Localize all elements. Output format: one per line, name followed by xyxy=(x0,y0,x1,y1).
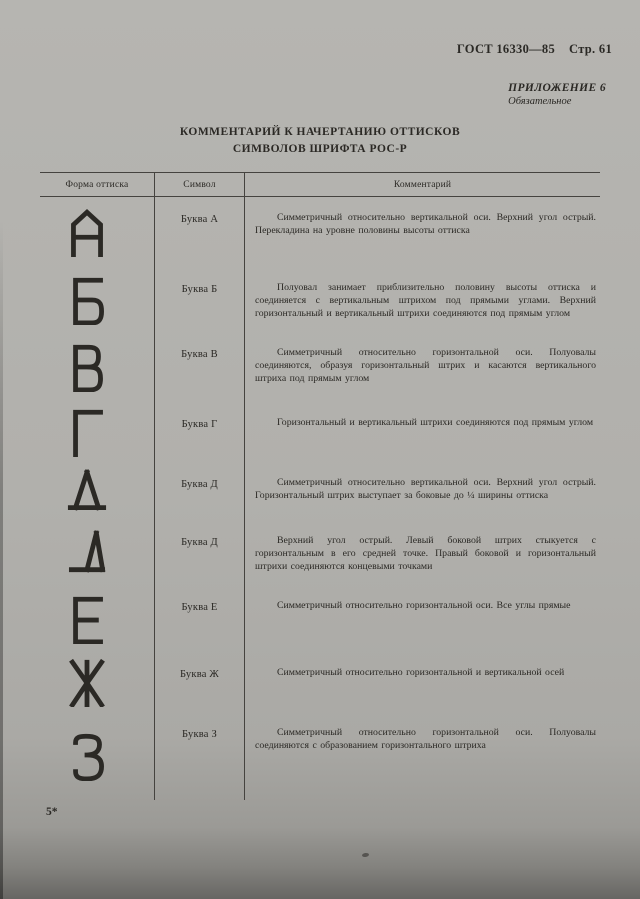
glyph-Д2 xyxy=(66,528,108,578)
glyph-cell xyxy=(40,402,155,462)
column-header-symbol: Символ xyxy=(155,173,245,196)
table-row xyxy=(40,267,600,332)
symbol-label: Буква А xyxy=(155,197,245,267)
symbol-label: Буква Б xyxy=(155,267,245,332)
signature-mark: 5* xyxy=(46,806,58,818)
symbol-label: Буква В xyxy=(155,332,245,402)
glyph-cell xyxy=(40,267,155,332)
comment-text: Симметричный относительно вертикальной оси. Верхний угол острый. Горизонтальный штрих выступает за боковые до ¼ ширины оттиска xyxy=(255,477,596,501)
comment-text: Горизонтальный и вертикальный штрихи соединяются под прямым углом xyxy=(277,417,594,428)
glyph-cell xyxy=(40,197,155,267)
comment-text: Симметричный относительно горизонтальной и вертикальной осей xyxy=(277,667,565,678)
comment-text: Симметричный относительно горизонтальной оси. Полуовалы соединяются, образуя горизонтальный штрих и касаются вертикального штриха под прямым углом xyxy=(255,347,596,384)
symbol-label: Буква Д xyxy=(155,462,245,520)
symbol-label: Буква Г xyxy=(155,402,245,462)
glyph-cell xyxy=(40,712,155,800)
glyph-cell xyxy=(40,462,155,520)
comment-text: Симметричный относительно вертикальной оси. Верхний угол острый. Перекладина на уровне половины высоты оттиска xyxy=(255,212,596,236)
glyph-cell xyxy=(40,520,155,585)
table-body xyxy=(40,197,600,800)
glyph-А xyxy=(66,207,108,257)
glyph-Е xyxy=(66,594,108,644)
appendix-block xyxy=(508,81,606,109)
glyph-В xyxy=(66,342,108,392)
column-header-comment: Комментарий xyxy=(393,180,452,190)
table-row xyxy=(40,332,600,402)
glyph-Д xyxy=(66,466,108,516)
column-header-form: Форма оттиска xyxy=(40,173,155,196)
glyph-cell xyxy=(40,652,155,712)
page-title-line1: КОММЕНТАРИЙ К НАЧЕРТАНИЮ ОТТИСКОВ xyxy=(179,126,461,138)
page-title xyxy=(0,124,640,157)
table-row xyxy=(40,652,600,712)
glyph-Г xyxy=(66,407,108,457)
running-head xyxy=(457,42,612,57)
glyph-З xyxy=(66,731,108,781)
comment-text: Полуовал занимает приблизительно половину высоты оттиска и соединяется с вертикальным штрихом под прямыми углами. Верхний горизонтальный и вертикальный штрихи соединяются под прямым углом xyxy=(255,282,596,319)
table-row xyxy=(40,402,600,462)
table-header xyxy=(40,172,600,197)
glyph-Б xyxy=(66,275,108,325)
table-row xyxy=(40,712,600,800)
comment-text: Симметричный относительно горизонтальной оси. Полуовалы соединяются с образованием горизонтального штриха xyxy=(255,727,596,751)
symbols-table xyxy=(40,172,600,800)
appendix-note: Обязательное xyxy=(508,96,572,108)
symbol-label: Буква Ж xyxy=(155,652,245,712)
ink-dot xyxy=(362,853,369,858)
glyph-cell xyxy=(40,585,155,652)
symbol-label: Буква З xyxy=(155,712,245,800)
table-row xyxy=(40,520,600,585)
table-row xyxy=(40,585,600,652)
glyph-Ж xyxy=(66,657,108,707)
glyph-cell xyxy=(40,332,155,402)
page-number: Стр. 61 xyxy=(569,42,612,56)
symbol-label: Буква Е xyxy=(155,585,245,652)
table-row xyxy=(40,462,600,520)
comment-text: Верхний угол острый. Левый боковой штрих стыкуется с горизонтальным в его средней точке. Правый боковой и горизонтальный штрихи соединяются концевыми точками xyxy=(255,535,596,572)
symbol-label: Буква Д xyxy=(155,520,245,585)
page-title-line2: СИМВОЛОВ ШРИФТА РОС-Р xyxy=(232,142,408,155)
comment-text: Симметричный относительно горизонтальной оси. Все углы прямые xyxy=(277,600,571,611)
doc-ref: ГОСТ 16330—85 xyxy=(456,42,556,56)
appendix-title: ПРИЛОЖЕНИЕ 6 xyxy=(508,82,606,94)
table-row xyxy=(40,197,600,267)
